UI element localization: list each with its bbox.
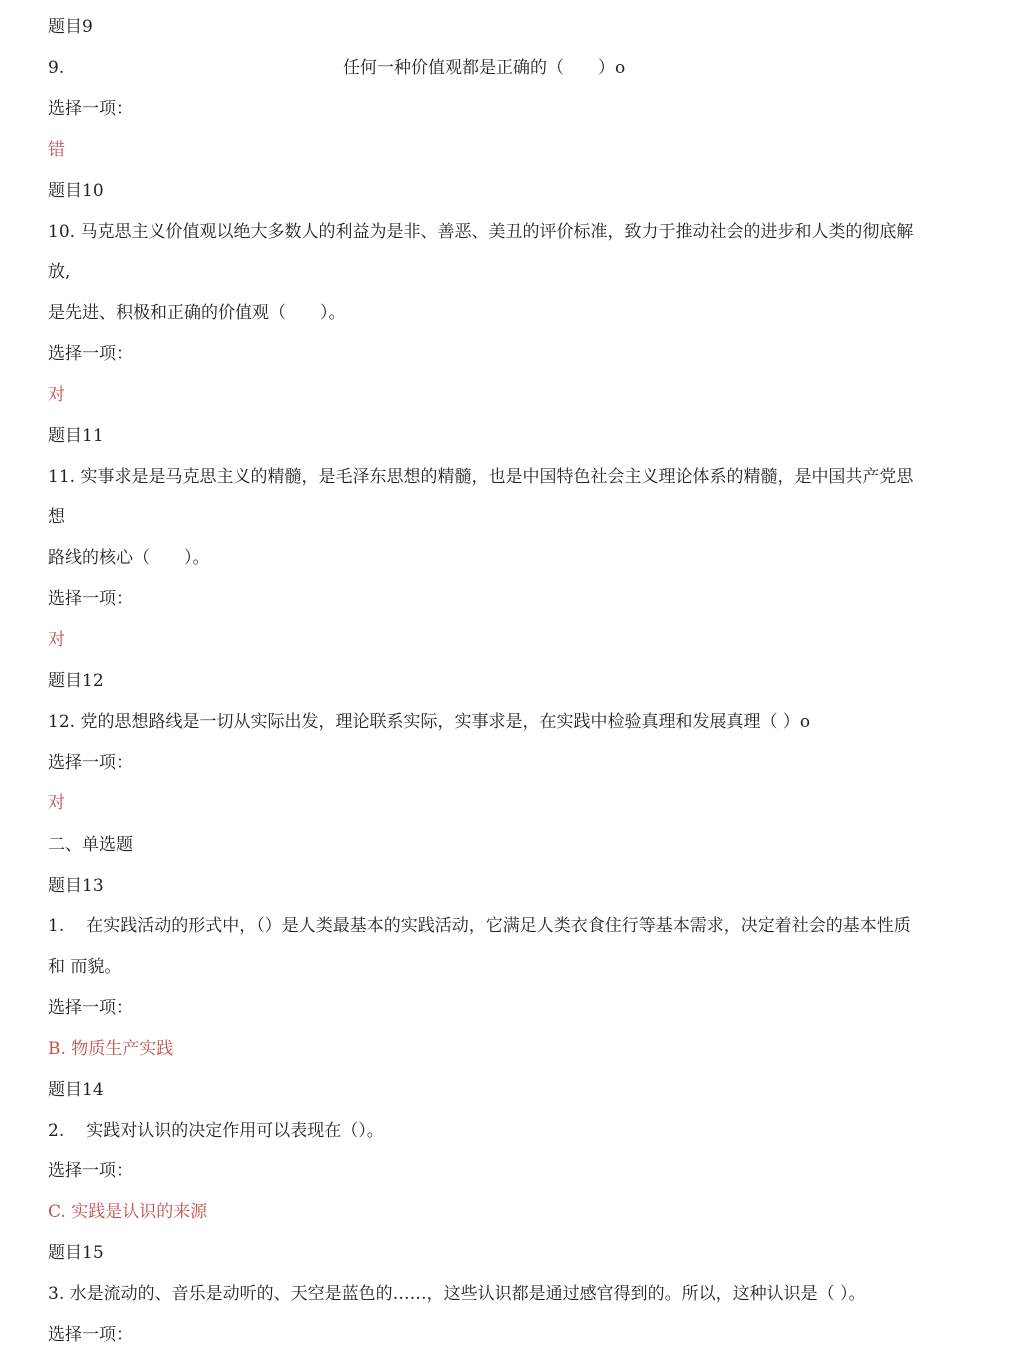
question-number: 9. (48, 58, 65, 78)
section-heading: 二、单选题 (48, 835, 133, 855)
answer-text: 对 (48, 793, 65, 813)
choice-prompt: 选择一项： (48, 344, 133, 364)
answer-text: 错 (48, 140, 65, 160)
question-text-continued: 想 (48, 507, 65, 527)
answer-text: 对 (48, 630, 65, 650)
choice-prompt: 选择一项： (48, 99, 133, 119)
choice-prompt: 选择一项： (48, 753, 133, 773)
question-stem (48, 1120, 384, 1142)
question-stem (48, 57, 978, 79)
question-text-continued: 是先进、积极和正确的价值观（ ）。 (48, 303, 346, 323)
question-text: 11. 实事求是是马克思主义的精髓，是毛泽东思想的精髓，也是中国特色社会主义理论体系的精髓，是中国共产党思 (48, 467, 914, 487)
choice-prompt: 选择一项： (48, 1325, 133, 1345)
question-title: 题目14 (48, 1080, 104, 1100)
question-text: 在实践活动的形式中，（）是人类最基本的实践活动，它满足人类衣食住行等基本需求，决定着社会的基本性质 (86, 916, 911, 936)
choice-prompt: 选择一项： (48, 998, 133, 1018)
question-text: 任何一种价值观都是正确的（ ）o (343, 58, 626, 78)
question-text-continued: 和 而貌。 (48, 957, 122, 977)
question-number: 2. (48, 1121, 65, 1141)
question-title: 题目15 (48, 1243, 104, 1263)
question-title: 题目11 (48, 426, 104, 446)
question-text-continued: 放, (48, 262, 71, 282)
question-text: 10. 马克思主义价值观以绝大多数人的利益为是非、善恶、美丑的评价标准，致力于推动社会的进步和人类的彻底解 (48, 222, 914, 242)
answer-text: C. 实践是认识的来源 (48, 1202, 208, 1222)
question-title: 题目13 (48, 876, 104, 896)
question-text-continued: 路线的核心（ ）。 (48, 548, 210, 568)
question-stem (48, 915, 911, 937)
question-title: 题目10 (48, 181, 104, 201)
choice-prompt: 选择一项： (48, 589, 133, 609)
answer-text: 对 (48, 385, 65, 405)
question-title: 题目9 (48, 17, 93, 37)
choice-prompt: 选择一项： (48, 1161, 133, 1181)
question-text: 实践对认识的决定作用可以表现在（）。 (86, 1121, 384, 1141)
answer-text: B. 物质生产实践 (48, 1039, 174, 1059)
question-text: 12. 党的思想路线是一切从实际出发，理论联系实际，实事求是，在实践中检验真理和发展真理（ ）o (48, 712, 811, 732)
question-title: 题目12 (48, 671, 104, 691)
question-text: 3. 水是流动的、音乐是动听的、天空是蓝色的……，这些认识都是通过感官得到的。所以，这种认识是（ ）。 (48, 1284, 866, 1304)
question-number: 1. (48, 916, 65, 936)
